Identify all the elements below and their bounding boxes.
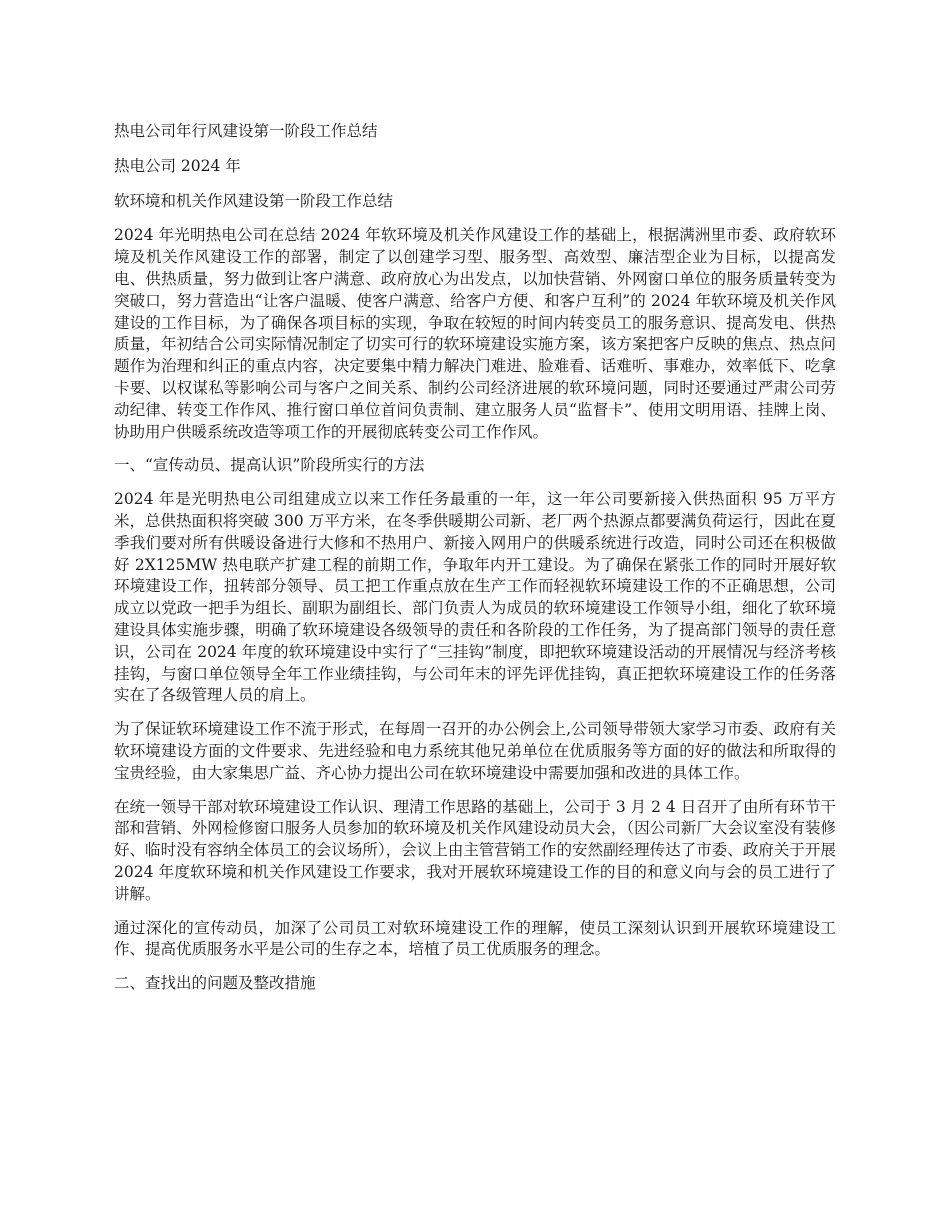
document-subtitle-company-year: 热电公司 2024 年 (114, 156, 241, 175)
section-heading-2: 二、查找出的问题及整改措施 (114, 974, 316, 993)
body-paragraph-result: 通过深化的宣传动员，加深了公司员工对软环境建设工作的理解，使员工深刻认识到开展软环境建设工作、提高优质服务水平是公司的生存之本，培植了员工优质服务的理念。 (114, 918, 836, 959)
document-subtitle: 软环境和机关作风建设第一阶段工作总结 (114, 191, 394, 210)
document-page (114, 121, 836, 1007)
section-heading-1: 一、“宣传动员、提高认识”阶段所实行的方法 (114, 456, 425, 475)
body-paragraph-intro: 2024 年光明热电公司在总结 2024 年软环境及机关作风建设工作的基础上，根据满洲里市委、政府软环境及机关作风建设工作的部署，制定了以创建学习型、服务型、高效型、廉洁型企业为目标，以提高发电、供热质量，努力做到让客户满意、政府放心为出发点，以加快营销、外网窗口单位的服务质量转变为突破口，努力营造出“让客户温暖、使客户满意、给客户方便、和客户互利”的 2024 年软环境及机关作风建设的工作目标，为了确保各项目标的实现，争取在较短的时间内转变员工的服务意识、提高发电、供热质量，年初结合公司实际情况制定了切实可行的软环境建设实施方案，该方案把客户反映的焦点、热点问题作为治理和纠正的重点内容，决定要集中精力解决门难进、脸难看、话难听、事难办，效率低下、吃拿卡要、以权谋私等影响公司与客户之间关系、制约公司经济进展的软环境问题，同时还要通过严肃公司劳动纪律、转变工作作风、推行窗口单位首问负责制、建立服务人员“监督卡”、使用文明用语、挂牌上岗、协助用户供暖系统改造等项工作的开展彻底转变公司工作作风。 (114, 226, 836, 441)
body-paragraph-mobilization-meeting: 在统一领导干部对软环境建设工作认识、理清工作思路的基础上，公司于 3 月 2 4 日召开了由所有环节干部和营销、外网检修窗口服务人员参加的软环境及机关作风建设动员大会，（因公司新厂大会议室没有装修好、临时没有容纳全体员工的会议场所），会议上由主管营销工作的安然副经理传达了市委、政府关于开展 2024 年度软环境和机关作风建设工作要求，我对开展软环境建设工作的目的和意义向与会的员工进行了讲解。 (114, 797, 836, 903)
body-paragraph-2024-work: 2024 年是光明热电公司组建成立以来工作任务最重的一年，这一年公司要新接入供热面积 95 万平方米，总供热面积将突破 300 万平方米，在冬季供暖期公司新、老厂两个热源点都要满负荷运行，因此在夏季我们要对所有供暖设备进行大修和不热用户、新接入网用户的供暖系统进行改造，同时公司还在积极做好 2X125MW 热电联产扩建工程的前期工作，争取年内开工建设。为了确保在紧张工作的同时开展好软环境建设工作，扭转部分领导、员工把工作重点放在生产工作而轻视软环境建设工作的不正确思想，公司成立以党政一把手为组长、副职为副组长、部门负责人为成员的软环境建设工作领导小组，细化了软环境建设具体实施步骤，明确了软环境建设各级领导的责任和各阶段的工作任务，为了提高部门领导的责任意识，公司在 2024 年度的软环境建设中实行了“三挂钩”制度，即把软环境建设活动的开展情况与经济考核挂钩，与窗口单位领导全年工作业绩挂钩，与公司年末的评先评优挂钩，真正把软环境建设工作的任务落实在了各级管理人员的肩上。 (114, 490, 836, 705)
body-paragraph-weekly-meeting: 为了保证软环境建设工作不流于形式，在每周一召开的办公例会上,公司领导带领大家学习市委、政府有关软环境建设方面的文件要求、先进经验和电力系统其他兄弟单位在优质服务等方面的好的做法和所取得的宝贵经验，由大家集思广益、齐心协力提出公司在软环境建设中需要加强和改进的具体工作。 (114, 720, 836, 782)
document-title: 热电公司年行风建设第一阶段工作总结 (114, 122, 378, 140)
